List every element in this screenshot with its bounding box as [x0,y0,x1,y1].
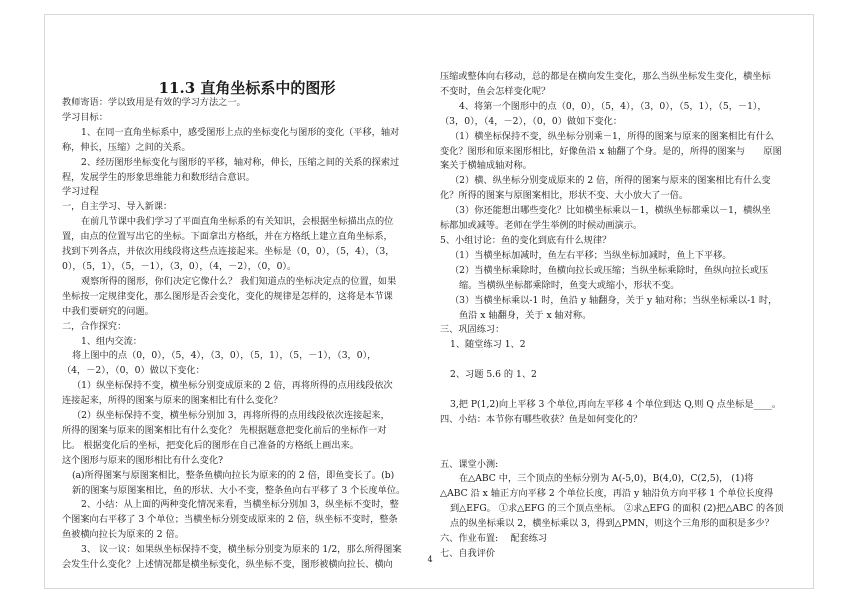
left-text-line: 找到下列各点，并依次用线段将这些点连接起来。坐标是（0，0），（5，4），（3， [62,246,395,258]
left-text-line: 所得的图案与原来的图案相比有什么变化？ 先根据题意把变化前后的坐标作一对 [62,424,387,436]
right-text-line: （1）当横坐标加减时，鱼左右平移；当纵坐标加减时，鱼上下平移。 [450,249,732,261]
right-text-line: 标都加或减等。老师在学生举例的时候动画演示。 [440,220,643,232]
right-text-line: 点的纵坐标乘以 2，横坐标乘以 3，得到△PMN，则这个三角形的面积是多少？ [450,518,774,530]
right-text-line: 缩。当横纵坐标都乘除时，鱼变大或缩小，形状不变。 [459,279,680,291]
left-text-line: （4，－2），（0，0）做以下变化： [62,365,205,377]
left-text-line: 教师寄语：学以致用是有效的学习方法之一。 [62,97,246,108]
right-text-line: 鱼沿 x 轴翻身，关于 x 轴对称。 [459,309,592,321]
right-text-line: 六、作业布置: 配套练习 [440,533,548,545]
left-column [62,96,432,573]
page-number: 4 [427,555,433,564]
right-text-line: 2、习题 5.6 的 1、2 [450,369,537,381]
right-text-line: 3,把 P(1,2)向上平移 3 个单位,再向左平移 4 个单位到达 Q,则 Q 点坐标是____。 [450,398,782,410]
right-text-line: △ABC 沿 x 轴正方向平移 2 个单位长度，再沿 y 轴沿负方向平移 1 个单位长度得 [440,488,774,500]
right-text-line: 七、自我评价 [440,548,496,559]
left-text-line: 1、在同一直角坐标系中，感受图形上点的坐标变化与图形的变化（平移，轴对 [81,126,400,138]
left-text-line: 3、 议一议：如果纵坐标保持不变，横坐标分别变为原来的 1/2，那么所得图案 [81,544,402,556]
right-text-line: 变化？图形和原来图形相比，好像鱼沿 x 轴翻了个身。是的，所得的图案与 原图 [440,145,782,157]
right-text-line: 不变时，鱼会怎样变化呢？ [440,85,551,97]
left-text-line: 0），（5，1），（5，－1），（3，0），（4，－2），（0，0）。 [62,260,297,272]
right-text-line: 压缩或整体向右移动，总的都是在横向发生变化，那么当纵坐标发生变化，横坐标 [440,71,771,82]
right-text-line: （3，0），（4，－2），（0，0）做如下变化： [440,115,623,127]
right-text-line: 化？所得的图案与原图案相比，形状不变、大小放大了一倍。 [440,190,689,202]
right-text-line: 到△EFG。 ①求△EFG 的三个顶点坐标。 ②求△EFG 的面积 (2)把△ABC 的各顶 [450,503,784,515]
left-text-line: 这个图形与原来的图形相比有什么变化? [62,454,224,466]
right-text-line: 四、小结：本节你有哪些收获？鱼是如何变化的？ [440,413,643,425]
right-text-line: 在△ABC 中，三个顶点的坐标分别为 A(-5,0)，B(4,0)，C(2,5)， (1)将 [459,473,754,485]
right-column [440,70,810,562]
left-text-line: 二，合作探究： [62,320,127,332]
left-text-line: 程，发展学生的形象思维能力和数形结合意识。 [62,171,255,183]
left-text-line: 1、组内交流： [81,335,142,347]
right-text-line: （1）横坐标保持不变，纵坐标分别乘－1，所得的图案与原来的图案相比有什么 [450,130,775,142]
right-text-line: 三、巩固练习： [440,324,505,336]
right-text-line: （2）横、纵坐标分别变成原来的 2 倍，所得的图案与原来的图案相比有什么变 [450,175,771,187]
right-text-line [440,383,810,398]
right-text-line: （3）你还能想出哪些变化？比如横坐标乘以－1，横纵坐标都乘以－1，横纵坐 [450,205,771,217]
left-text-line: 一，自主学习、导入新课： [62,201,173,213]
left-text-line: 学习过程 [62,186,99,198]
page-title: 11.3 直角坐标系中的图形 [158,79,336,97]
left-text-line: 称，伸长，压缩）之间的关系。 [62,141,191,153]
right-text-line: 4、将第一个图形中的点（0，0），（5，4），（3，0），（5，1），（5，－1）， [459,100,767,112]
left-text-line: 2、经历图形坐标变化与图形的平移，轴对称，伸长，压缩之间的关系的探索过 [81,156,400,168]
right-text-line: 5、小组讨论：鱼的变化到底有什么规律？ [440,234,612,246]
right-text-line [440,353,810,368]
left-text-line: 观察所得的图形，你们决定它像什么？ 我们知道点的坐标决定点的位置，如果 [81,275,397,287]
right-text-line: （3）当横坐标乘以-1 时，鱼沿 y 轴翻身，关于 y 轴对称；当纵坐标乘以-1 时， [450,294,778,306]
left-text-line: 2、小结：从上面的两种变化情况来看，当横坐标分别加 3，纵坐标不变时，整 [81,499,399,511]
left-text-line: 个图案向右平移了 3 个单位；当横坐标分别变成原来的 2 倍，纵坐标不变时，整条 [62,514,398,526]
left-text-line: （1）纵坐标保持不变，横坐标分别变成原来的 2 倍，再将所得的点用线段依次 [72,380,393,392]
left-text-line: 会发生什么变化？上述情况都是横坐标变化，纵坐标不变，图形被横向拉长、横向 [62,559,393,571]
right-text-line: 五、课堂小测: [440,458,499,470]
left-text-line: 新的图案与原图案相比，鱼的形状、大小不变，整条鱼向右平移了 3 个长度单位。 [72,484,406,496]
left-text-line: 坐标按一定规律变化，那么图形是否会变化，变化的规律是怎样的，这将是本节课 [62,290,393,302]
left-text-line: (a)所得图案与原图案相比，整条鱼横向拉长为原来的的 2 倍，即鱼变长了。(b) [72,469,395,481]
left-text-line: 中我们要研究的问题。 [62,305,154,317]
left-text-line: （2）纵坐标保持不变，横坐标分别加 3，再将所得的点用线段依次连接起来， [72,410,390,422]
right-text-line [440,428,810,443]
left-text-line: 学习目标： [62,111,108,123]
left-text-line: 连接起来，所得的图案与原来的图案相比有什么变化？ [62,395,283,407]
right-text-line: （2）当横坐标乘除时，鱼横向拉长或压缩；当纵坐标乘除时，鱼纵向拉长或压 [450,264,769,276]
right-text-line: 1、随堂练习 1、2 [450,339,526,351]
left-text-line: 鱼被横向拉长为原来的 2 倍。 [62,529,184,541]
left-text-line: 将上图中的点（0，0），（5，4），（3，0），（5，1），（5，－1），（3，0）， [72,350,377,362]
left-text-line: 置，由点的位置写出它的坐标。下面拿出方格纸，并在方格纸上建立直角坐标系， [62,231,393,243]
left-text-line: 比。 根据变化后的坐标，把变化后的图形在自己准备的方格纸上画出来。 [62,439,359,451]
right-text-line: 案关于横轴成轴对称。 [440,160,532,172]
right-text-line [440,443,810,458]
left-text-line: 在前几节课中我们学习了平面直角坐标系的有关知识，会根据坐标描出点的位 [81,216,394,228]
